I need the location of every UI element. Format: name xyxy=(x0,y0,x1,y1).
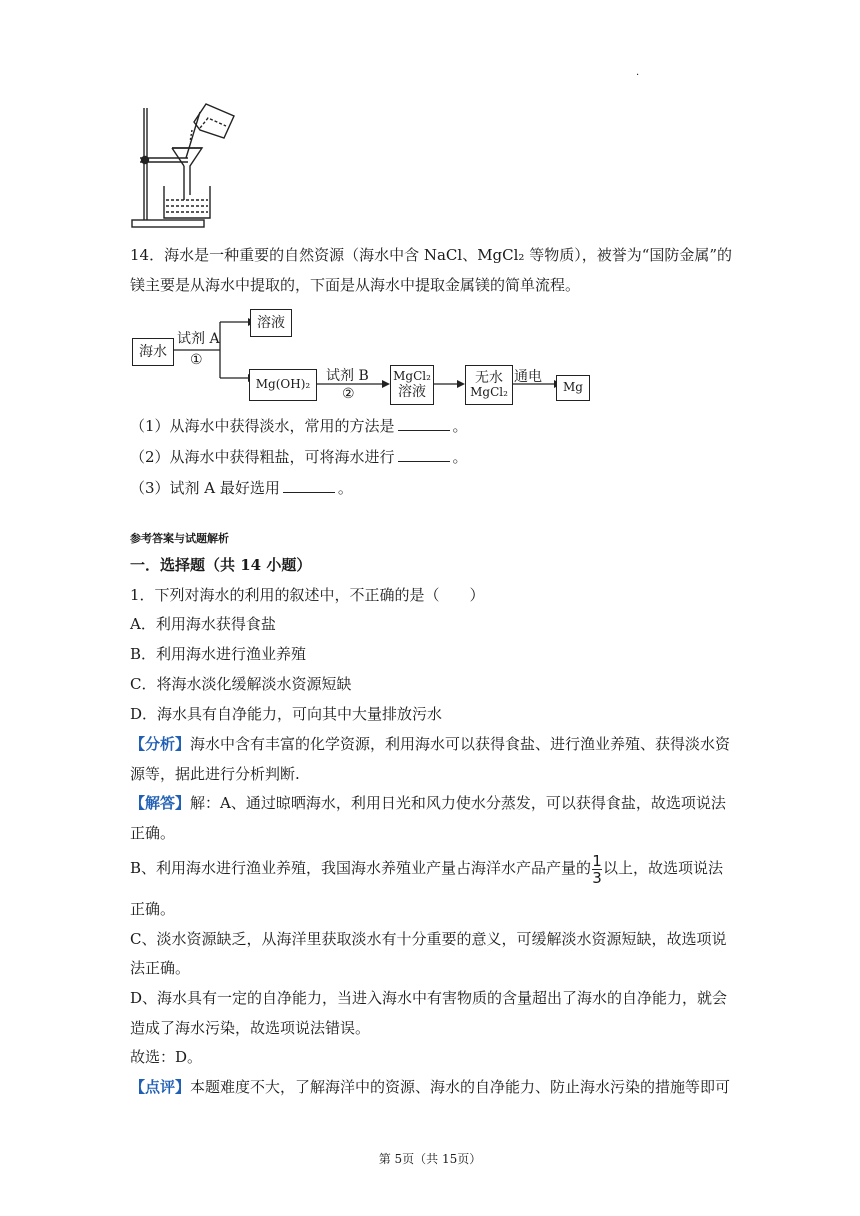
q14-sub-2-text: （2）从海水中获得粗盐，可将海水进行 xyxy=(130,448,395,466)
mgoh2-box xyxy=(249,369,317,401)
b-explanation-line xyxy=(130,850,723,886)
analysis-text-1: 海水中含有丰富的化学资源，利用海水可以获得食盐、进行渔业养殖、获得淡水资 xyxy=(190,735,731,753)
seawater-box xyxy=(132,338,174,366)
step-1-label: ① xyxy=(190,352,203,368)
b-explanation-pre: B、利用海水进行渔业养殖，我国海水养殖业产量占海洋水产品产量的 xyxy=(130,859,592,877)
seawater-label: 海水 xyxy=(139,343,167,360)
electrolysis-label: 通电 xyxy=(514,369,542,385)
mgcl2-solution-top: MgCl₂ xyxy=(393,369,431,384)
solution-line-1 xyxy=(130,792,726,814)
top-mark: · xyxy=(636,70,640,81)
filtration-apparatus-figure xyxy=(130,100,250,230)
q14-line-2: 镁主要是从海水中提取的，下面是从海水中提取金属镁的简单流程。 xyxy=(130,276,581,294)
c-explanation-line-2: 法正确。 xyxy=(130,959,191,977)
q14-sub-3-blank xyxy=(283,478,335,493)
mg-label: Mg xyxy=(563,380,583,395)
q14-sub-2-blank xyxy=(398,447,450,462)
option-d: D．海水具有自净能力，可向其中大量排放污水 xyxy=(130,705,443,723)
anhydrous-top: 无水 xyxy=(475,370,503,387)
analysis-line-2: 源等，据此进行分析判断. xyxy=(130,765,300,783)
mg-box xyxy=(556,375,590,401)
one-third-fraction xyxy=(592,853,602,886)
q14-sub-2 xyxy=(130,446,468,468)
q14-sub-3-end: 。 xyxy=(337,479,353,497)
solution-text-1: 解：A、通过晾晒海水，利用日光和风力使水分蒸发，可以获得食盐，故选项说法 xyxy=(190,794,726,812)
reagent-a-label: 试剂 A xyxy=(177,331,220,347)
reagent-b-label: 试剂 B xyxy=(326,368,369,384)
section-title: 一．选择题（共 14 小题） xyxy=(130,556,312,574)
analysis-tag: 【分析】 xyxy=(130,735,191,753)
page-footer: 第 5页（共 15页） xyxy=(378,1152,482,1166)
mgcl2-solution-box xyxy=(390,365,434,405)
option-c: C．将海水淡化缓解淡水资源短缺 xyxy=(130,675,352,693)
d-explanation-line-2: 造成了海水污染，故选项说法错误。 xyxy=(130,1019,371,1037)
solution-box xyxy=(250,309,292,337)
solution-tag: 【解答】 xyxy=(130,794,191,812)
question-1: 1．下列对海水的利用的叙述中，不正确的是（ ） xyxy=(130,586,485,604)
d-explanation-line-1: D、海水具有一定的自净能力，当进入海水中有害物质的含量超出了海水的自净能力，就会 xyxy=(130,989,728,1007)
b-explanation-line-2: 正确。 xyxy=(130,900,176,918)
fraction-numerator: 1 xyxy=(592,851,602,870)
solution-line-2: 正确。 xyxy=(130,824,176,842)
option-a: A．利用海水获得食盐 xyxy=(130,615,276,633)
comment-text: 本题难度不大，了解海洋中的资源、海水的自净能力、防止海水污染的措施等即可 xyxy=(190,1078,731,1096)
q14-sub-1-end: 。 xyxy=(452,417,468,435)
comment-line xyxy=(130,1076,730,1098)
q14-line-1: 14．海水是一种重要的自然资源（海水中含 NaCl、MgCl₂ 等物质），被誉为“国防金属”的 xyxy=(130,246,733,264)
b-explanation-post: 以上，故选项说法 xyxy=(603,859,724,877)
final-choice: 故选：D。 xyxy=(130,1048,203,1066)
q14-sub-2-end: 。 xyxy=(452,448,468,466)
q14-sub-1 xyxy=(130,415,468,437)
anhydrous-bottom: MgCl₂ xyxy=(470,385,508,400)
q14-sub-1-blank xyxy=(398,416,450,431)
answers-header: 参考答案与试题解析 xyxy=(130,532,229,545)
option-b: B．利用海水进行渔业养殖 xyxy=(130,645,307,663)
anhydrous-mgcl2-box xyxy=(465,365,513,405)
solution-label: 溶液 xyxy=(257,314,285,331)
mgoh2-label: Mg(OH)₂ xyxy=(255,377,311,392)
mgcl2-solution-bottom: 溶液 xyxy=(398,383,426,400)
c-explanation-line-1: C、淡水资源缺乏，从海洋里获取淡水有十分重要的意义，可缓解淡水资源短缺，故选项说 xyxy=(130,930,727,948)
fraction-denominator: 3 xyxy=(592,868,602,887)
q14-sub-3-text: （3）试剂 A 最好选用 xyxy=(130,479,280,497)
q14-sub-1-text: （1）从海水中获得淡水，常用的方法是 xyxy=(130,417,395,435)
analysis-line-1 xyxy=(130,733,730,755)
q14-sub-3 xyxy=(130,477,353,499)
comment-tag: 【点评】 xyxy=(130,1078,191,1096)
step-2-label: ② xyxy=(342,386,355,402)
